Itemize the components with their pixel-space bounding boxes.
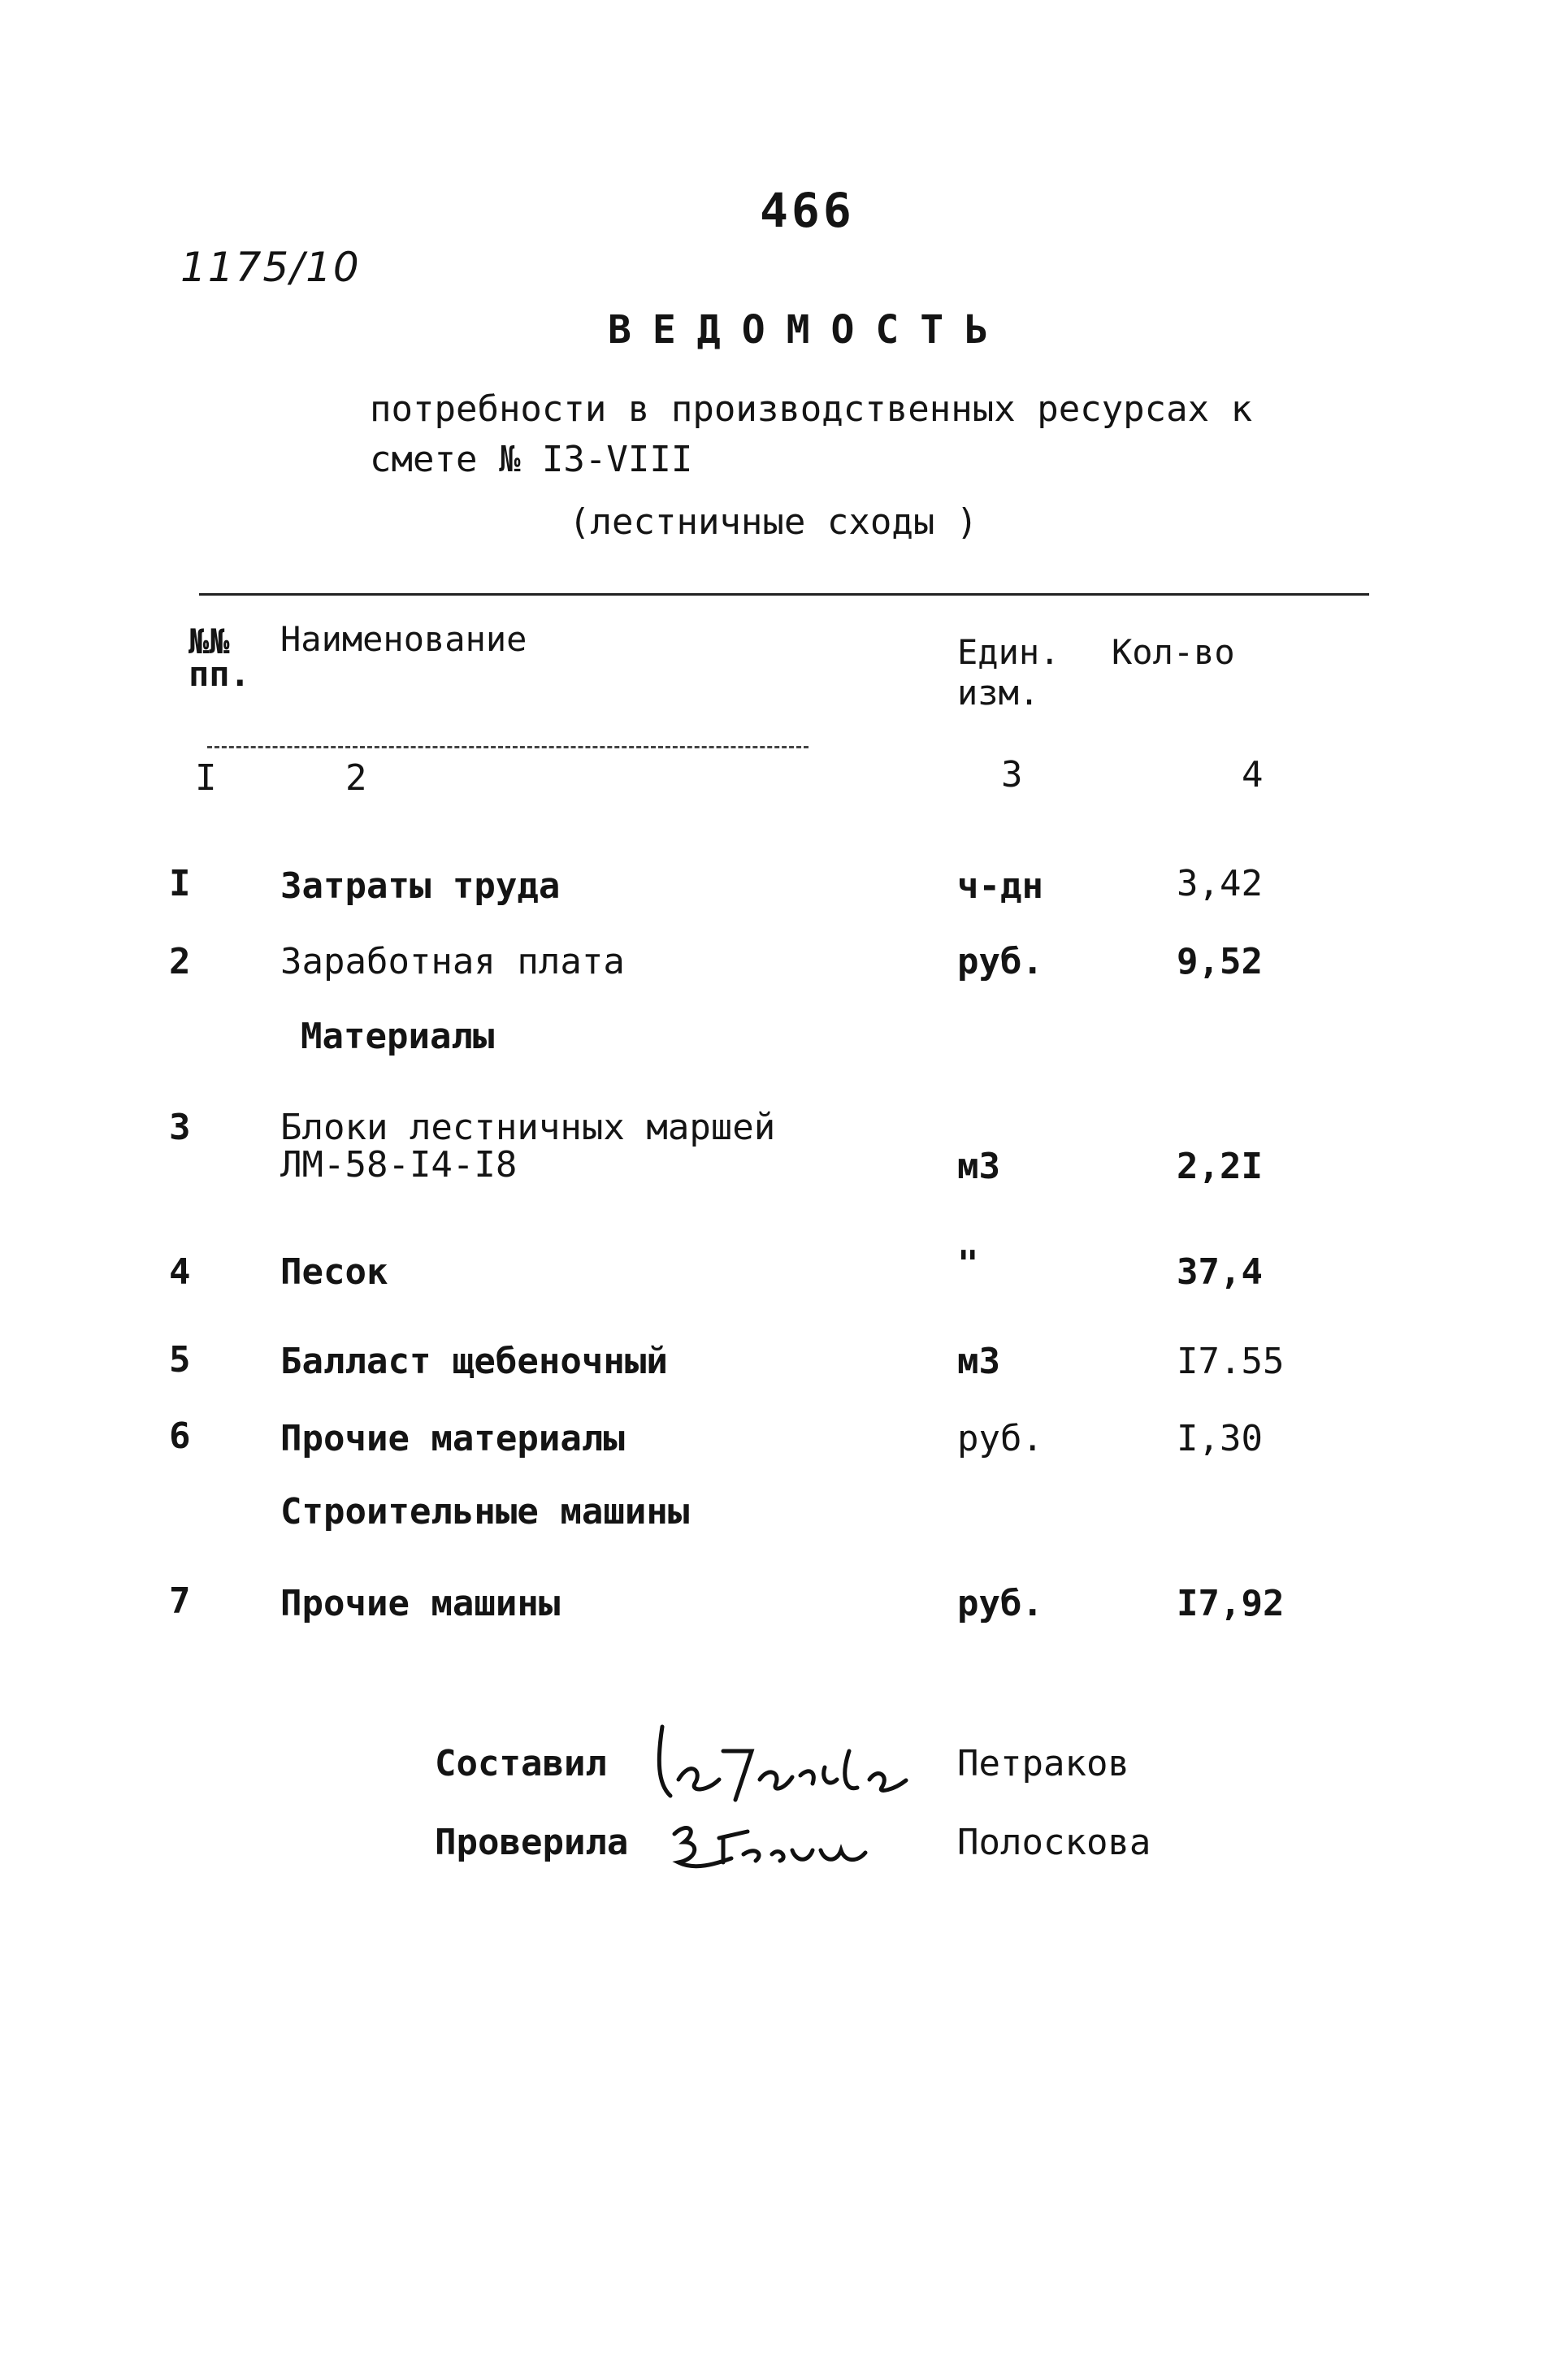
row-1-qty: 3,42 — [1177, 863, 1263, 904]
header-name: Наименование — [280, 619, 527, 659]
row-5-unit: м3 — [957, 1341, 1000, 1382]
row-4-num: 4 — [169, 1251, 191, 1293]
table-top-rule — [199, 593, 1369, 596]
row-7-qty: I7,92 — [1177, 1583, 1285, 1624]
subtitle-line-1: потребности в производственных ресурсах к — [370, 388, 1253, 430]
row-2-unit: руб. — [957, 941, 1043, 982]
header-unit: Един. изм. — [957, 632, 1060, 713]
checked-by-label: Проверила — [435, 1822, 629, 1863]
row-7-num: 7 — [169, 1580, 191, 1622]
row-3-name-code: ЛМ-58-I4-I8 — [280, 1144, 518, 1186]
header-bottom-rule — [207, 746, 809, 748]
row-3-unit: м3 — [957, 1146, 1000, 1187]
row-3-qty: 2,2I — [1177, 1146, 1263, 1187]
document-title: ВЕДОМОСТЬ — [608, 307, 1010, 353]
row-5-num: 5 — [169, 1339, 191, 1381]
column-number-1: I — [195, 757, 217, 799]
row-4-qty: 37,4 — [1177, 1251, 1263, 1293]
header-qty: Кол-во — [1112, 632, 1235, 672]
section-materials: Материалы — [301, 1016, 495, 1057]
row-5-name: Балласт щебеночный — [280, 1341, 668, 1382]
row-3-name: Блоки лестничных маршей — [280, 1107, 776, 1148]
row-2-num: 2 — [169, 941, 191, 982]
section-machines: Строительные машины — [280, 1491, 690, 1532]
row-3-num: 3 — [169, 1107, 191, 1148]
row-2-qty: 9,52 — [1177, 941, 1263, 982]
column-number-3: 3 — [1001, 754, 1023, 796]
row-6-num: 6 — [169, 1415, 191, 1457]
row-1-num: I — [169, 863, 191, 904]
row-1-unit: ч-дн — [957, 865, 1043, 907]
page-number: 466 — [760, 183, 855, 238]
row-4-name: Песок — [280, 1251, 388, 1293]
row-2-name: Заработная плата — [280, 941, 625, 982]
header-num: №№ пп. — [189, 622, 250, 694]
compiler-name: Петраков — [957, 1743, 1129, 1784]
column-number-4: 4 — [1242, 754, 1264, 796]
row-5-qty: I7.55 — [1177, 1341, 1285, 1382]
row-4-unit: " — [957, 1243, 979, 1285]
row-1-name: Затраты труда — [280, 865, 561, 907]
compiled-by-label: Составил — [435, 1743, 607, 1784]
column-number-2: 2 — [345, 757, 367, 799]
subtitle-line-2: смете № I3-VIII — [370, 439, 693, 480]
row-6-unit: руб. — [957, 1418, 1043, 1459]
checker-signature — [666, 1814, 878, 1879]
archive-code: 1175/10 — [180, 244, 361, 291]
row-7-name: Прочие машины — [280, 1583, 561, 1624]
row-6-qty: I,30 — [1177, 1418, 1263, 1459]
checker-name: Полоскова — [957, 1822, 1151, 1863]
row-7-unit: руб. — [957, 1583, 1043, 1624]
row-6-name: Прочие материалы — [280, 1418, 625, 1459]
compiler-signature — [646, 1702, 939, 1808]
subtitle-line-3: (лестничные сходы ) — [569, 501, 978, 543]
